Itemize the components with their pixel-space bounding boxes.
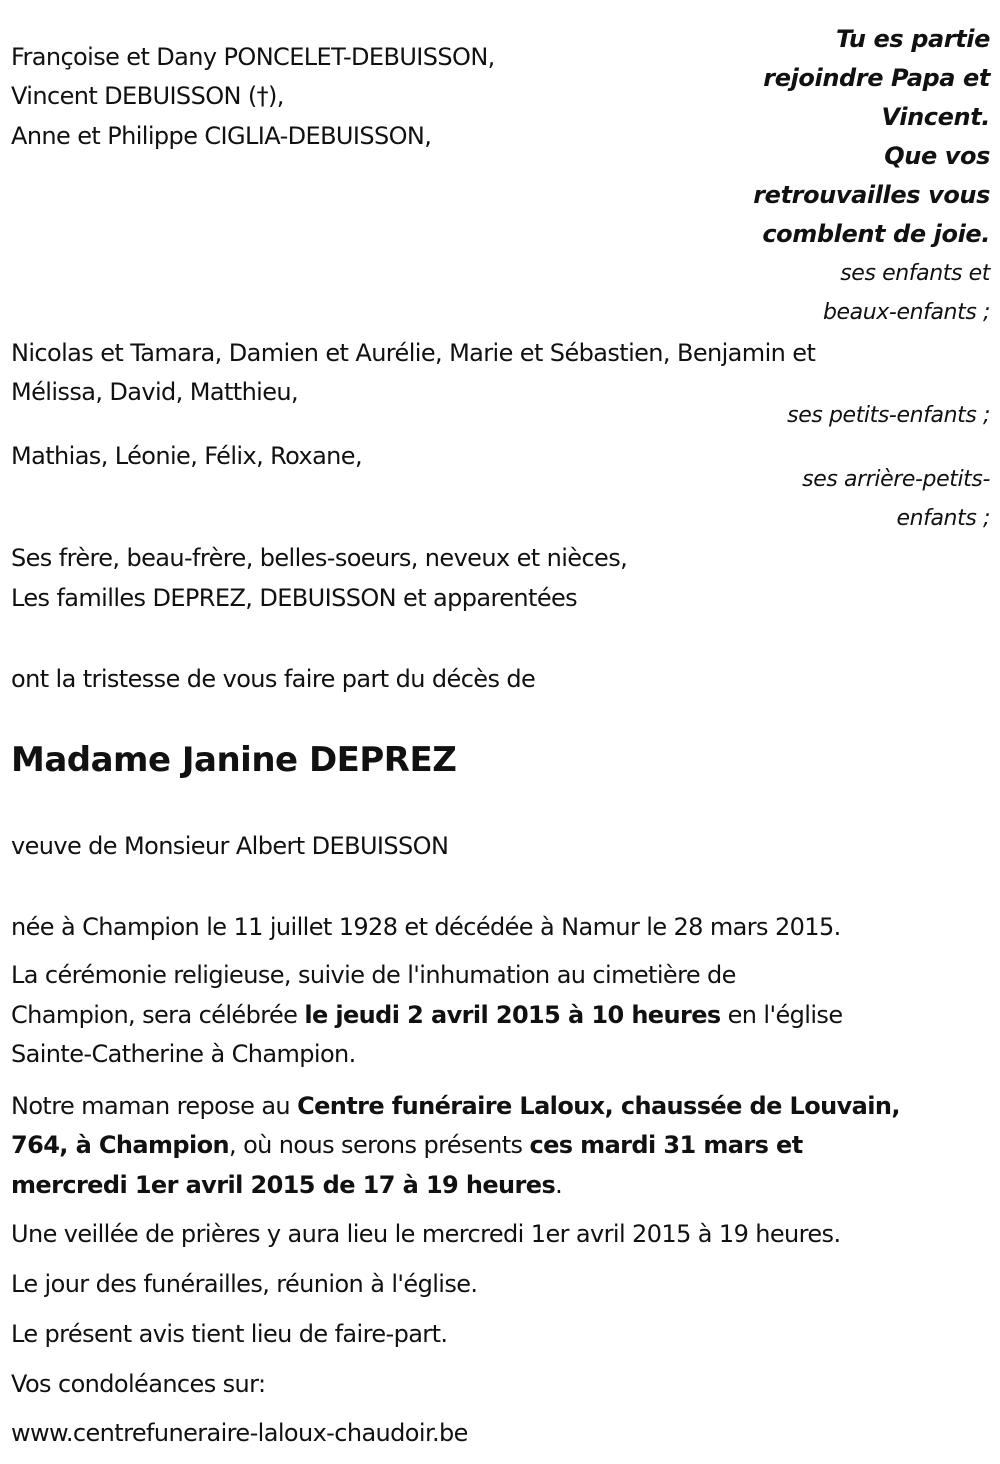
notice: Le présent avis tient lieu de faire-part. [11,1320,448,1348]
quote-block [753,20,990,254]
grandchildren-line: Nicolas et Tamara, Damien et Aurélie, Marie et Sébastien, Benjamin et [11,339,816,367]
quote-line: Vincent. [881,103,990,131]
condolences-url[interactable]: www.centrefuneraire-laloux-chaudoir.be [11,1419,468,1447]
quote-line: comblent de joie. [762,220,990,248]
repose-line: Notre maman repose au Centre funéraire Laloux, chaussée de Louvain, [11,1092,900,1120]
great-grandchildren-line: Mathias, Léonie, Félix, Roxane, [11,442,362,470]
repose-line: 764, à Champion, où nous serons présents ces mardi 31 mars et [11,1131,803,1159]
condolences-label: Vos condoléances sur: [11,1370,266,1398]
children-line: Anne et Philippe CIGLIA-DEBUISSON, [11,122,432,150]
funeral-home: Centre funéraire Laloux, chaussée de Louvain, [297,1092,900,1120]
relatives-line: Les familles DEPREZ, DEBUISSON et apparentées [11,584,578,612]
funeral-day: Le jour des funérailles, réunion à l'église. [11,1270,478,1298]
quote-line: rejoindre Papa et [763,64,990,92]
children-line: Françoise et Dany PONCELET-DEBUISSON, [11,43,495,71]
announcement: ont la tristesse de vous faire part du décès de [11,665,536,693]
great-grandchildren-role: ses arrière-petits- enfants ; [802,467,990,531]
repose-line: mercredi 1er avril 2015 de 17 à 19 heures. [11,1171,563,1199]
deceased-name: Madame Janine DEPREZ [11,740,457,780]
children-line: Vincent DEBUISSON (†), [11,82,284,110]
ceremony-line: La cérémonie religieuse, suivie de l'inhumation au cimetière de [11,961,736,989]
vigil: Une veillée de prières y aura lieu le mercredi 1er avril 2015 à 19 heures. [11,1220,841,1248]
widow-of: veuve de Monsieur Albert DEBUISSON [11,832,449,860]
relatives-line: Ses frère, beau-frère, belles-soeurs, neveux et nièces, [11,544,628,572]
quote-line: retrouvailles vous [753,181,990,209]
grandchildren-role: ses petits-enfants ; [787,403,990,428]
children-role: ses enfants et beaux-enfants ; [822,261,990,325]
quote-line: Que vos [884,142,990,170]
birth-death: née à Champion le 11 juillet 1928 et décédée à Namur le 28 mars 2015. [11,913,841,941]
ceremony-date: le jeudi 2 avril 2015 à 10 heures [304,1001,721,1029]
ceremony-line: Sainte-Catherine à Champion. [11,1040,356,1068]
quote-line: Tu es partie [835,25,990,53]
ceremony-line: Champion, sera célébrée le jeudi 2 avril 2015 à 10 heures en l'église [11,1001,843,1029]
visiting-dates: ces mardi 31 mars et [529,1131,803,1159]
grandchildren-line: Mélissa, David, Matthieu, [11,378,299,406]
